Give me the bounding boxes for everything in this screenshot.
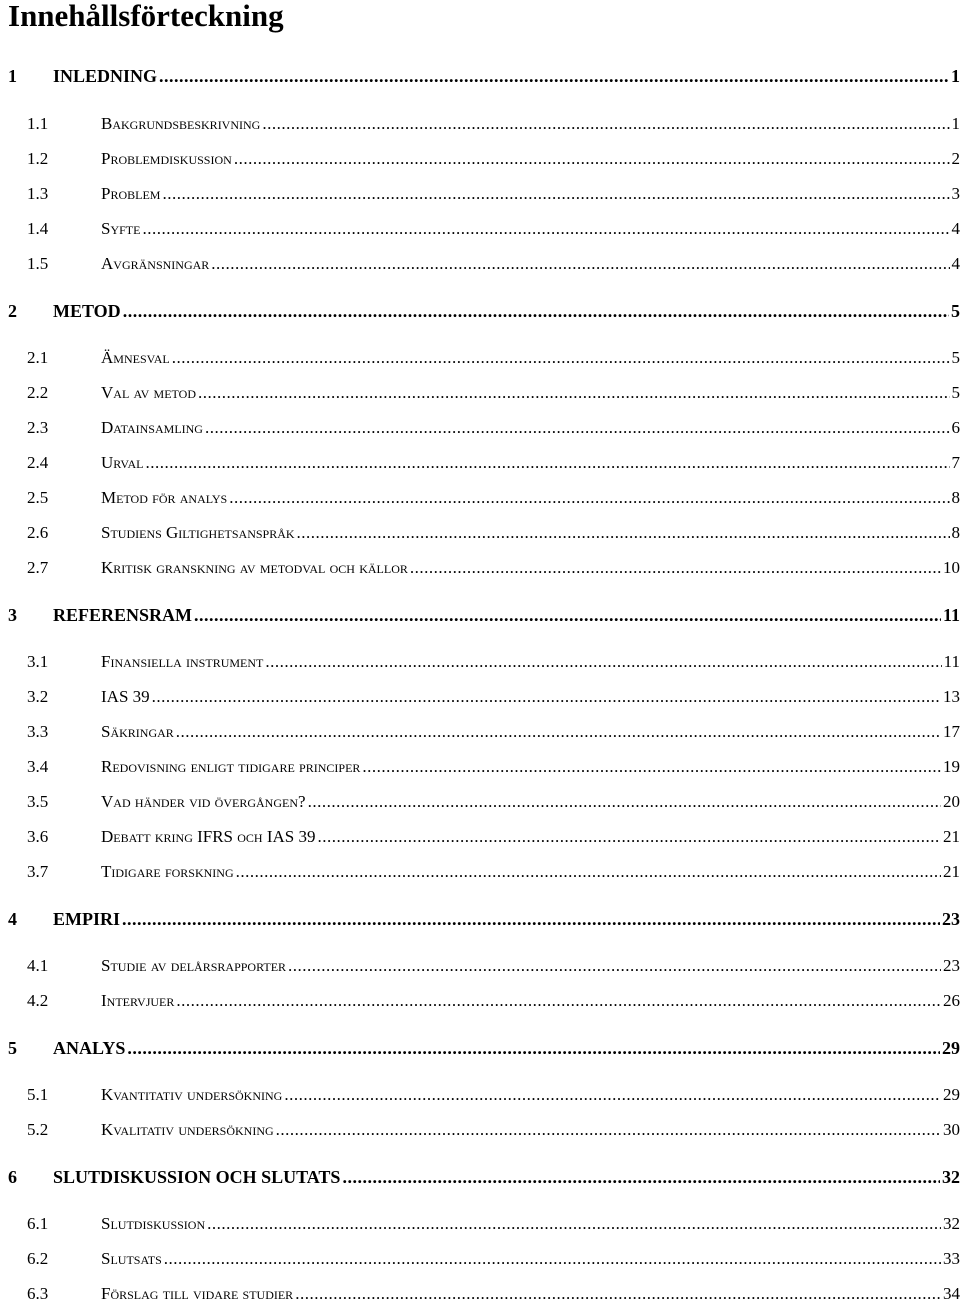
toc-entry-number: 3.7 — [27, 862, 49, 881]
toc-entry-body — [101, 1118, 960, 1142]
dot-leader — [176, 720, 941, 744]
toc-entry-page: 19 — [943, 757, 960, 776]
toc-entry-label: Datainsamling — [101, 418, 203, 437]
dot-leader — [142, 217, 949, 241]
toc-entry-body — [101, 486, 960, 510]
toc-entry-label: REFERENSRAM — [53, 605, 193, 625]
toc-entry-label: Ämnesval — [101, 348, 170, 367]
toc-entry-page: 29 — [942, 1038, 960, 1058]
toc-entry-page: 20 — [943, 792, 960, 811]
toc-entry-page: 4 — [951, 219, 960, 238]
dot-leader — [284, 1083, 941, 1107]
toc-entry-body — [101, 860, 960, 884]
toc-entry[interactable] — [0, 346, 960, 370]
dot-leader — [295, 1282, 941, 1306]
toc-entry-label: INLEDNING — [53, 66, 158, 86]
toc-entry-page: 21 — [943, 862, 960, 881]
toc-entry[interactable] — [0, 182, 960, 206]
dot-leader — [410, 556, 941, 580]
dot-leader — [342, 1165, 940, 1189]
toc-entry-label: IAS 39 — [101, 687, 150, 706]
dot-leader — [288, 954, 941, 978]
dot-leader — [145, 451, 949, 475]
toc-entry-label: Tidigare forskning — [101, 862, 234, 881]
toc-entry-page: 5 — [951, 301, 960, 321]
toc-entry-body — [101, 147, 960, 171]
toc-entry[interactable] — [0, 1282, 960, 1306]
toc-entry-page: 26 — [943, 991, 960, 1010]
toc-entry-body — [53, 299, 960, 323]
toc-entry-number: 2.2 — [27, 383, 49, 402]
toc-entry-body — [101, 521, 960, 545]
toc-entry-number: 1.3 — [27, 184, 49, 203]
toc-entry-number: 3.6 — [27, 827, 49, 846]
toc-entry[interactable] — [0, 989, 960, 1013]
toc-entry-body — [101, 989, 960, 1013]
toc-entry-number: 6.3 — [27, 1284, 49, 1303]
dot-leader — [152, 685, 941, 709]
toc-entry[interactable] — [0, 685, 960, 709]
toc-entry-body — [101, 182, 960, 206]
toc-entry-label: Vad händer vid övergången? — [101, 792, 306, 811]
toc-entry-body — [101, 416, 960, 440]
toc-entry-body — [101, 1247, 960, 1271]
toc-entry-body — [53, 1165, 960, 1189]
toc-entry[interactable] — [0, 603, 960, 627]
toc-entry-page: 23 — [943, 956, 960, 975]
toc-entry-number: 5 — [8, 1038, 17, 1058]
toc-entry-number: 4 — [8, 909, 17, 929]
toc-entry-page: 2 — [951, 149, 960, 168]
toc-entry-page: 3 — [951, 184, 960, 203]
toc-entry[interactable] — [0, 1165, 960, 1189]
toc-entry[interactable] — [0, 954, 960, 978]
toc-entry-page: 13 — [943, 687, 960, 706]
toc-entry-label: Finansiella instrument — [101, 652, 264, 671]
dot-leader — [265, 650, 941, 674]
toc-entry-page: 23 — [942, 909, 960, 929]
dot-leader — [127, 1036, 940, 1060]
toc-entry[interactable] — [0, 147, 960, 171]
toc-entry-body — [101, 1083, 960, 1107]
toc-entry-number: 3.3 — [27, 722, 49, 741]
toc-entry[interactable] — [0, 451, 960, 475]
dot-leader — [276, 1118, 941, 1142]
toc-entry-body — [101, 954, 960, 978]
toc-entry-page: 32 — [943, 1214, 960, 1233]
toc-entry-label: Kritisk granskning av metodval och källor — [101, 558, 408, 577]
toc-entry-number: 4.1 — [27, 956, 49, 975]
dot-leader — [123, 299, 949, 323]
toc-entry-page: 34 — [943, 1284, 960, 1303]
toc-entry-label: ANALYS — [53, 1038, 126, 1058]
toc-entry[interactable] — [0, 486, 960, 510]
toc-entry-number: 2.5 — [27, 488, 49, 507]
toc-entry-body — [101, 346, 960, 370]
toc-entry-page: 1 — [951, 114, 960, 133]
toc-entry-number: 3.4 — [27, 757, 49, 776]
toc-entry-body — [101, 381, 960, 405]
toc-entry[interactable] — [0, 381, 960, 405]
toc-entry-number: 2.6 — [27, 523, 49, 542]
toc-entry-page: 5 — [951, 348, 960, 367]
toc-entry-body — [101, 790, 960, 814]
dot-leader — [297, 521, 950, 545]
dot-leader — [236, 860, 941, 884]
dot-leader — [211, 252, 949, 276]
toc-entry[interactable] — [0, 1212, 960, 1236]
toc-entry-page: 17 — [943, 722, 960, 741]
toc-entry-page: 11 — [943, 652, 960, 671]
toc-entry-number: 3.5 — [27, 792, 49, 811]
toc-entry-number: 1.4 — [27, 219, 49, 238]
toc-entry[interactable] — [0, 217, 960, 241]
toc-entry-number: 6.1 — [27, 1214, 49, 1233]
toc-entry-page: 8 — [951, 523, 960, 542]
toc-entry-number: 6 — [8, 1167, 17, 1187]
toc-entry-label: SLUTDISKUSSION OCH SLUTATS — [53, 1167, 341, 1187]
toc-entry-label: Slutsats — [101, 1249, 162, 1268]
dot-leader — [207, 1212, 941, 1236]
toc-entry-label: Slutdiskussion — [101, 1214, 206, 1233]
toc-entry-body — [53, 907, 960, 931]
toc-entry-page: 11 — [942, 605, 960, 625]
toc-entry-body — [101, 252, 960, 276]
toc-entry-number: 1.5 — [27, 254, 49, 273]
toc-entry-body — [101, 217, 960, 241]
toc-entry-page: 21 — [943, 827, 960, 846]
toc-entry-number: 5.1 — [27, 1085, 49, 1104]
dot-leader — [122, 907, 940, 931]
dot-leader — [308, 790, 941, 814]
toc-entry-page: 4 — [951, 254, 960, 273]
toc-entry-number: 2.7 — [27, 558, 49, 577]
toc-entry[interactable] — [0, 825, 960, 849]
page-title: Innehållsförteckning — [8, 0, 284, 33]
toc-entry-number: 1.1 — [27, 114, 49, 133]
toc-entry[interactable] — [0, 720, 960, 744]
toc-entry[interactable] — [0, 1036, 960, 1060]
toc-entry-label: Kvantitativ undersökning — [101, 1085, 283, 1104]
toc-entry[interactable] — [0, 416, 960, 440]
dot-leader — [164, 1247, 941, 1271]
dot-leader — [176, 989, 941, 1013]
toc-entry-number: 3.2 — [27, 687, 49, 706]
toc-entry[interactable] — [0, 1118, 960, 1142]
toc-entry-number: 5.2 — [27, 1120, 49, 1139]
toc-entry-label: Kvalitativ undersökning — [101, 1120, 274, 1139]
toc-entry-page: 8 — [951, 488, 960, 507]
toc-entry-page: 10 — [943, 558, 960, 577]
toc-entry-number: 4.2 — [27, 991, 49, 1010]
toc-entry-page: 1 — [951, 66, 960, 86]
toc-entry-page: 32 — [942, 1167, 960, 1187]
toc-entry-number: 2.1 — [27, 348, 49, 367]
toc-entry[interactable] — [0, 64, 960, 88]
toc-entry-page: 5 — [951, 383, 960, 402]
toc-entry-label: Problem — [101, 184, 161, 203]
toc-entry-body — [101, 650, 960, 674]
toc-entry-body — [101, 685, 960, 709]
dot-leader — [262, 112, 949, 136]
toc-entry-label: Metod för analys — [101, 488, 228, 507]
toc-entry-number: 2.3 — [27, 418, 49, 437]
toc-entry-number: 1.2 — [27, 149, 49, 168]
toc-entry-body — [53, 64, 960, 88]
toc-entry-body — [53, 603, 960, 627]
toc-entry-page: 6 — [951, 418, 960, 437]
toc-entry-page: 33 — [943, 1249, 960, 1268]
toc-entry-label: Avgränsningar — [101, 254, 210, 273]
toc-entry-number: 2.4 — [27, 453, 49, 472]
toc-entry[interactable] — [0, 860, 960, 884]
toc-entry[interactable] — [0, 252, 960, 276]
toc-entry-body — [101, 720, 960, 744]
toc-entry-body — [101, 451, 960, 475]
toc-entry-label: Urval — [101, 453, 144, 472]
toc-entry[interactable] — [0, 790, 960, 814]
toc-entry[interactable] — [0, 112, 960, 136]
toc-entry-label: Val av metod — [101, 383, 197, 402]
dot-leader — [198, 381, 949, 405]
toc-entry-label: Syfte — [101, 219, 141, 238]
toc-entry[interactable] — [0, 1247, 960, 1271]
toc-entry-body — [101, 825, 960, 849]
dot-leader — [205, 416, 950, 440]
toc-entry-label: Bakgrundsbeskrivning — [101, 114, 261, 133]
toc-entry-number: 2 — [8, 301, 17, 321]
toc-entry-label: Studie av delårsrapporter — [101, 956, 287, 975]
toc-entry-page: 29 — [943, 1085, 960, 1104]
toc-entry[interactable] — [0, 907, 960, 931]
dot-leader — [159, 64, 949, 88]
toc-entry[interactable] — [0, 755, 960, 779]
dot-leader — [234, 147, 950, 171]
toc-entry-label: Studiens Giltighetsanspråk — [101, 523, 295, 542]
toc-entry[interactable] — [0, 299, 960, 323]
toc-entry-page: 7 — [951, 453, 960, 472]
toc-entry-number: 3 — [8, 605, 17, 625]
toc-entry-label: EMPIRI — [53, 909, 120, 929]
toc-entry-number: 6.2 — [27, 1249, 49, 1268]
toc-entry-body — [101, 755, 960, 779]
toc-entry-body — [101, 556, 960, 580]
toc-entry-label: Säkringar — [101, 722, 174, 741]
toc-entry-label: Redovisning enligt tidigare principer — [101, 757, 361, 776]
toc-entry-label: Förslag till vidare studier — [101, 1284, 294, 1303]
toc-entry-body — [101, 1282, 960, 1306]
toc-entry-number: 1 — [8, 66, 17, 86]
toc-entry-label: Problemdiskussion — [101, 149, 232, 168]
dot-leader — [172, 346, 950, 370]
dot-leader — [194, 603, 941, 627]
dot-leader — [318, 825, 942, 849]
toc-entry-label: Debatt kring IFRS och IAS 39 — [101, 827, 316, 846]
dot-leader — [362, 755, 941, 779]
toc-entry[interactable] — [0, 556, 960, 580]
toc-entry-body — [101, 1212, 960, 1236]
toc-entry[interactable] — [0, 1083, 960, 1107]
toc-entry-body — [101, 112, 960, 136]
toc-entry-page: 30 — [943, 1120, 960, 1139]
dot-leader — [162, 182, 949, 206]
toc-entry[interactable] — [0, 650, 960, 674]
toc-entry-body — [53, 1036, 960, 1060]
toc-entry[interactable] — [0, 521, 960, 545]
dot-leader — [229, 486, 949, 510]
toc-entry-label: Intervjuer — [101, 991, 175, 1010]
toc-entry-label: METOD — [53, 301, 121, 321]
toc-entry-number: 3.1 — [27, 652, 49, 671]
